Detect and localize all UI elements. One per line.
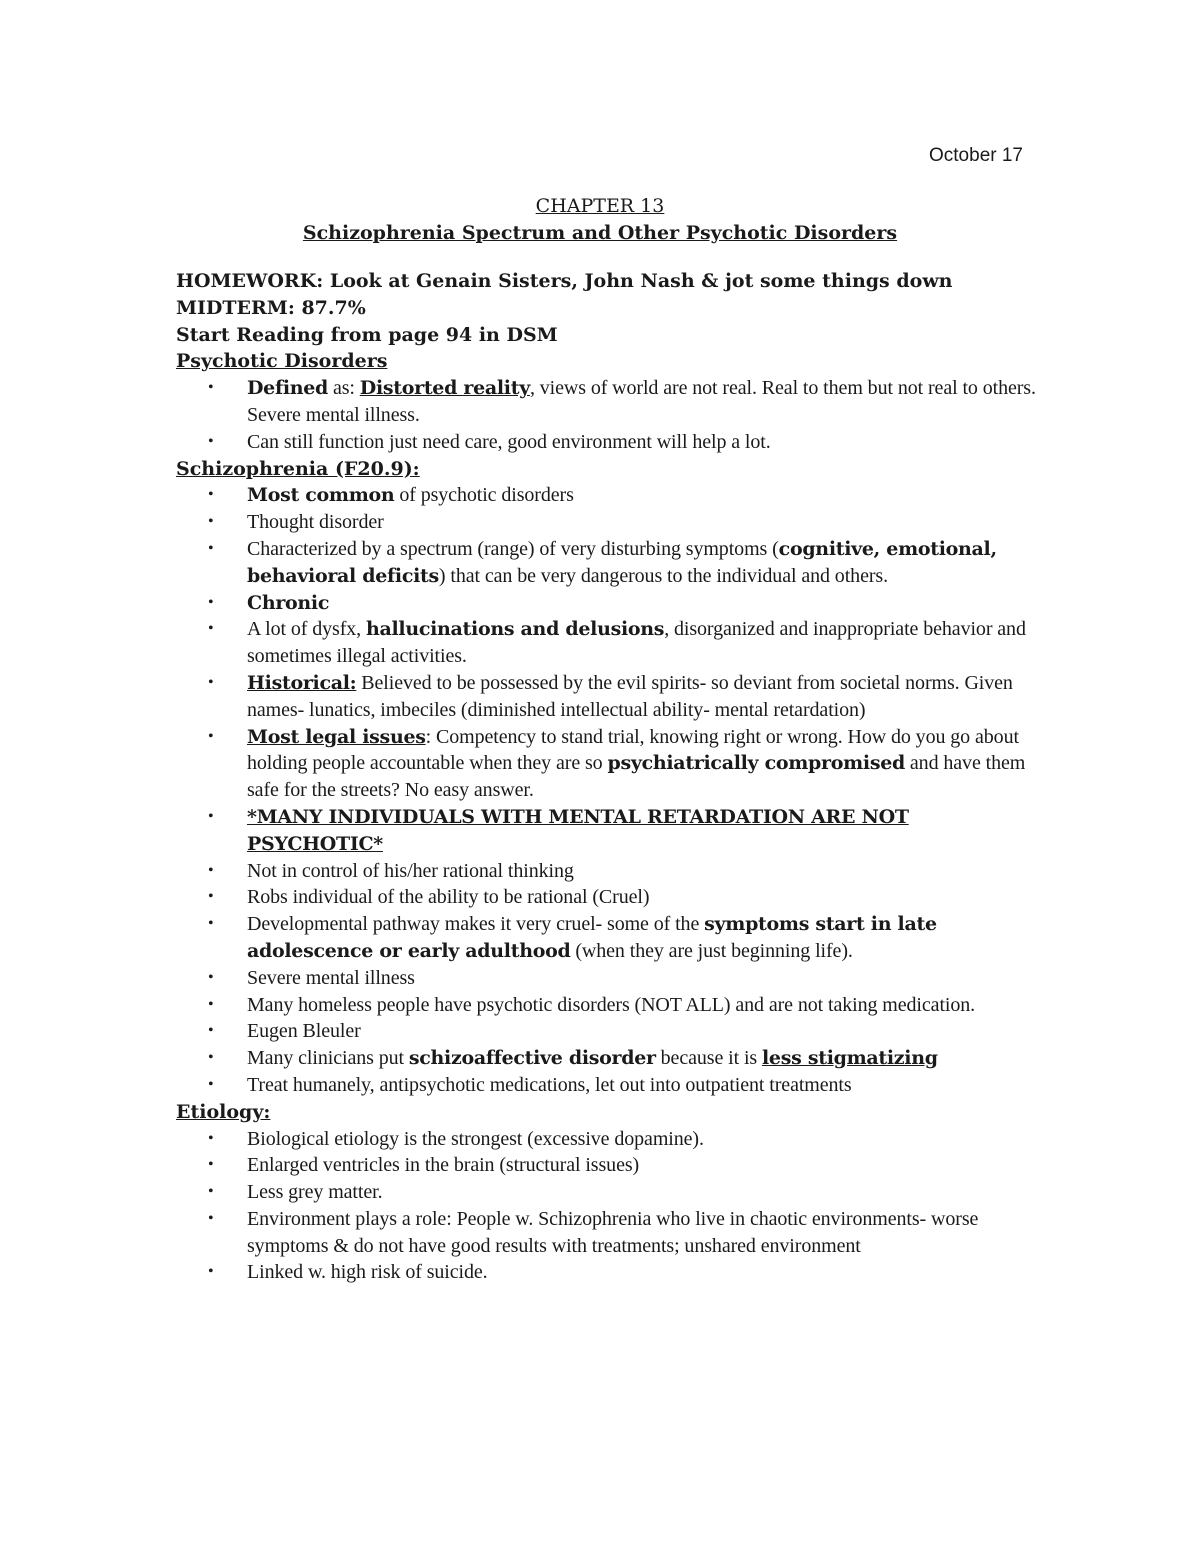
bold-span: cognitive, emotional, behavioral deficits [247, 537, 997, 587]
text-span: Can still function just need care, good environment will help a lot. [247, 430, 771, 453]
list-item [176, 804, 1036, 858]
chapter-heading [0, 193, 1200, 247]
list-item [176, 616, 1036, 670]
bullet-icon: • [208, 995, 214, 1013]
bold-span: Chronic [247, 591, 330, 614]
text-span: Believed to be possessed by the evil spirits- so deviant from societal norms. Given names- lunatics, imbeciles (diminished intellectual ability- mental retardation) [247, 671, 1013, 721]
notes-body [176, 268, 1036, 1286]
bold-span: symptoms start in late adolescence or early adulthood [247, 913, 937, 962]
list-item [176, 911, 1036, 965]
text-span: , disorganized and inappropriate behavior and sometimes illegal activities. [247, 618, 1026, 668]
list-item [176, 1018, 1036, 1045]
etiology-list [176, 1126, 1036, 1287]
bullet-icon: • [208, 486, 214, 504]
bold-underline-span: Historical: [247, 671, 357, 694]
section-title-etiology: Etiology: [176, 1100, 271, 1123]
text-span: Many clinicians put [247, 1047, 409, 1070]
section-title-psychotic-disorders: Psychotic Disorders [176, 350, 388, 373]
term-defined: Defined [247, 377, 329, 400]
bullet-icon: • [208, 1075, 214, 1093]
bullet-icon: • [208, 513, 214, 531]
text-span: Thought disorder [247, 511, 384, 534]
text-span: of psychotic disorders [394, 484, 574, 507]
section-title-schizophrenia: Schizophrenia (F20.9): [176, 457, 420, 480]
list-item [176, 1179, 1036, 1206]
bold-underline-span: less stigmatizing [762, 1047, 938, 1070]
list-item [176, 1126, 1036, 1153]
bullet-icon: • [208, 968, 214, 986]
list-item [176, 536, 1036, 590]
list-item [176, 670, 1036, 724]
text-span: (when they are just beginning life). [570, 939, 853, 962]
bullet-icon: • [208, 915, 214, 933]
list-item [176, 1259, 1036, 1286]
bold-span: Most common [247, 484, 395, 507]
text-span: Linked w. high risk of suicide. [247, 1261, 488, 1284]
list-item [176, 375, 1036, 429]
bullet-icon: • [208, 673, 214, 691]
text-span: Not in control of his/her rational thinking [247, 859, 574, 882]
bold-underline-span: *MANY INDIVIDUALS WITH MENTAL RETARDATION ARE NOT PSYCHOTIC* [247, 805, 909, 855]
bold-underline-span: Most legal issues [247, 725, 426, 748]
text-span: Characterized by a spectrum (range) of very disturbing symptoms ( [247, 537, 779, 560]
bullet-icon: • [208, 807, 214, 825]
text-span: ) that can be very dangerous to the individual and others. [438, 564, 888, 587]
bullet-icon: • [208, 593, 214, 611]
bullet-icon: • [208, 727, 214, 745]
bold-span: psychiatrically compromised [607, 752, 905, 775]
bullet-icon: • [208, 1049, 214, 1067]
psychotic-disorders-list [176, 375, 1036, 455]
text-span: Treat humanely, antipsychotic medications, let out into outpatient treatments [247, 1073, 852, 1096]
term-distorted-reality: Distorted reality [359, 377, 530, 400]
text-span: Robs individual of the ability to be rational (Cruel) [247, 886, 650, 909]
text-span: Environment plays a role: People w. Schizophrenia who live in chaotic environments- worse symptoms & do not have good results with treatments; unshared environment [247, 1207, 979, 1257]
bold-span: hallucinations and delusions [365, 618, 665, 641]
bullet-icon: • [208, 432, 214, 450]
list-item [176, 1206, 1036, 1260]
list-item [176, 1072, 1036, 1099]
bullet-icon: • [208, 1022, 214, 1040]
text-span: Enlarged ventricles in the brain (structural issues) [247, 1154, 640, 1177]
list-item [176, 992, 1036, 1019]
text-span: : Competency to stand trial, knowing right or wrong. How do you go about holding people accountable when they are so [247, 725, 1019, 775]
homework-line: HOMEWORK: Look at Genain Sisters, John Nash & jot some things down [176, 270, 953, 292]
text-span: Eugen Bleuler [247, 1020, 361, 1043]
list-item [176, 429, 1036, 456]
bullet-icon: • [208, 1209, 214, 1227]
text-span: , views of world are not real. Real to them but not real to others. Severe mental illness. [247, 377, 1036, 426]
chapter-title: Schizophrenia Spectrum and Other Psychotic Disorders [302, 222, 898, 244]
bullet-icon: • [208, 1129, 214, 1147]
midterm-line: MIDTERM: 87.7% [176, 296, 366, 319]
text-span: because it is [655, 1047, 762, 1070]
bullet-icon: • [208, 1183, 214, 1201]
text-span: Developmental pathway makes it very cruel- some of the [247, 913, 705, 936]
chapter-number: CHAPTER 13 [535, 195, 665, 217]
text-span: as: [328, 377, 360, 400]
bullet-icon: • [208, 1263, 214, 1281]
reading-line: Start Reading from page 94 in DSM [176, 323, 558, 346]
bullet-icon: • [208, 620, 214, 638]
list-item [176, 1045, 1036, 1072]
list-item [176, 858, 1036, 885]
list-item [176, 1152, 1036, 1179]
text-span: Less grey matter. [247, 1181, 383, 1204]
date-label: October 17 [929, 145, 1023, 166]
list-item [176, 884, 1036, 911]
list-item [176, 590, 1036, 617]
bullet-icon: • [208, 888, 214, 906]
bullet-icon: • [208, 1156, 214, 1174]
text-span: and have them safe for the streets? No easy answer. [247, 752, 1026, 802]
bold-span: schizoaffective disorder [408, 1047, 656, 1070]
list-item [176, 724, 1036, 804]
text-span: Biological etiology is the strongest (excessive dopamine). [247, 1127, 704, 1150]
bullet-icon: • [208, 379, 214, 397]
list-item [176, 509, 1036, 536]
bullet-icon: • [208, 539, 214, 557]
schizophrenia-list [176, 482, 1036, 1098]
text-span: Severe mental illness [247, 966, 415, 989]
text-span: Many homeless people have psychotic disorders (NOT ALL) and are not taking medication. [247, 993, 976, 1016]
list-item [176, 482, 1036, 509]
list-item [176, 965, 1036, 992]
bullet-icon: • [208, 861, 214, 879]
text-span: A lot of dysfx, [247, 618, 366, 641]
